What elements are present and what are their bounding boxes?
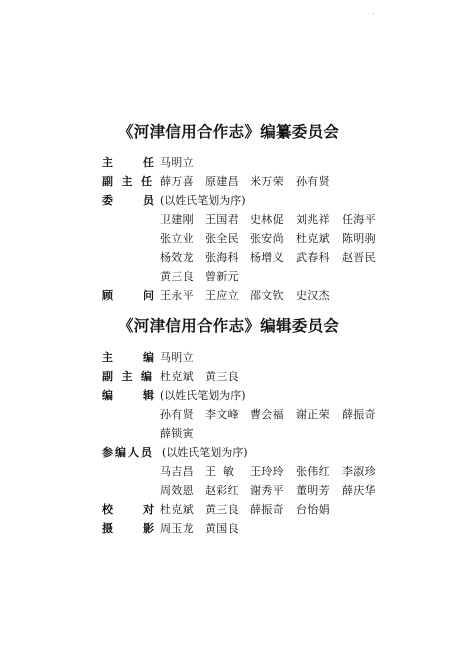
person-name: 王国君	[205, 213, 239, 226]
credit-row	[0, 350, 450, 366]
credit-row	[0, 521, 450, 537]
person-name: 张海科	[205, 251, 239, 264]
person-name: 孙有贤	[160, 408, 194, 421]
person-name: 赵彩红	[205, 484, 239, 497]
person-name: 王玲玲	[250, 465, 284, 478]
role-label: 编 辑	[102, 389, 154, 402]
person-name: 薛庆华	[342, 484, 376, 497]
credit-row	[0, 369, 450, 385]
person-name: 孙有贤	[296, 175, 330, 188]
person-name: 武春科	[296, 251, 330, 264]
ordering-note: (以姓氏笔划为序)	[162, 446, 248, 459]
person-name: 董明芳	[296, 484, 330, 497]
credit-row	[0, 193, 450, 209]
credit-row	[0, 445, 450, 461]
ordering-note: (以姓氏笔划为序)	[160, 194, 246, 207]
person-name: 黄三良	[160, 270, 194, 283]
person-name: 黄国良	[205, 522, 239, 535]
person-name: 张安尚	[250, 232, 284, 245]
person-name: 陈明驹	[342, 232, 376, 245]
person-name: 杜克斌	[296, 232, 330, 245]
credit-row	[0, 407, 450, 423]
person-name: 薛锁寅	[160, 427, 194, 440]
role-label: 校 对	[102, 503, 154, 516]
person-name: 黄三良	[205, 370, 239, 383]
person-name: 杜克斌	[160, 503, 194, 516]
ordering-note: (以姓氏笔划为序)	[160, 389, 246, 402]
credit-row	[0, 269, 450, 285]
section-title-editorial: 《河津信用合作志》编辑委员会	[118, 316, 340, 335]
person-name: 卫建刚	[160, 213, 194, 226]
person-name: 邵文钦	[250, 289, 284, 302]
person-name: 原建昌	[205, 175, 239, 188]
person-name: 薛万喜	[160, 175, 194, 188]
person-name: 黄三良	[205, 503, 239, 516]
credit-row	[0, 288, 450, 304]
credit-row	[0, 155, 450, 171]
person-name: 曾新元	[205, 270, 239, 283]
section-title-compilation: 《河津信用合作志》编纂委员会	[118, 122, 340, 141]
person-name: 杜克斌	[160, 370, 194, 383]
person-name: 王应立	[205, 289, 239, 302]
person-name: 薛振奇	[250, 503, 284, 516]
person-name: 张全民	[205, 232, 239, 245]
person-name: 杨效龙	[160, 251, 194, 264]
person-name: 史林促	[250, 213, 284, 226]
role-label: 顾 问	[102, 289, 154, 302]
credit-row	[0, 174, 450, 190]
credit-row	[0, 464, 450, 480]
person-name: 周效恩	[160, 484, 194, 497]
credit-row	[0, 502, 450, 518]
role-label: 主 编	[102, 351, 154, 364]
role-label: 副 主 任	[102, 175, 152, 188]
person-name: 马明立	[160, 156, 194, 169]
person-name: 李淑珍	[342, 465, 376, 478]
credit-row	[0, 483, 450, 499]
person-name: 米万荣	[250, 175, 284, 188]
page-mark: ·	[372, 10, 375, 18]
role-label: 主 任	[102, 156, 154, 169]
role-label: 副 主 编	[102, 370, 152, 383]
person-name: 台怡娟	[296, 503, 330, 516]
credit-row	[0, 231, 450, 247]
role-label: 委 员	[102, 194, 154, 207]
role-label: 摄 影	[102, 522, 154, 535]
credit-row	[0, 212, 450, 228]
role-label: 参 编 人 员	[102, 446, 152, 459]
person-name: 谢秀平	[250, 484, 284, 497]
person-name: 任海平	[342, 213, 376, 226]
person-name: 曹会福	[250, 408, 284, 421]
person-name: 马明立	[160, 351, 194, 364]
person-name: 马吉昌	[160, 465, 194, 478]
person-name: 史汉杰	[296, 289, 330, 302]
credit-row	[0, 426, 450, 442]
person-name: 赵晋民	[342, 251, 376, 264]
person-name: 李文峰	[205, 408, 239, 421]
person-name: 薛振奇	[342, 408, 376, 421]
person-name: 张立业	[160, 232, 194, 245]
person-name: 王敏	[205, 465, 241, 478]
person-name: 周玉龙	[160, 522, 194, 535]
credit-row	[0, 250, 450, 266]
person-name: 王永平	[160, 289, 194, 302]
person-name: 谢正荣	[296, 408, 330, 421]
person-name: 刘兆祥	[296, 213, 330, 226]
person-name: 张伟红	[296, 465, 330, 478]
person-name: 杨增义	[250, 251, 284, 264]
credit-row	[0, 388, 450, 404]
